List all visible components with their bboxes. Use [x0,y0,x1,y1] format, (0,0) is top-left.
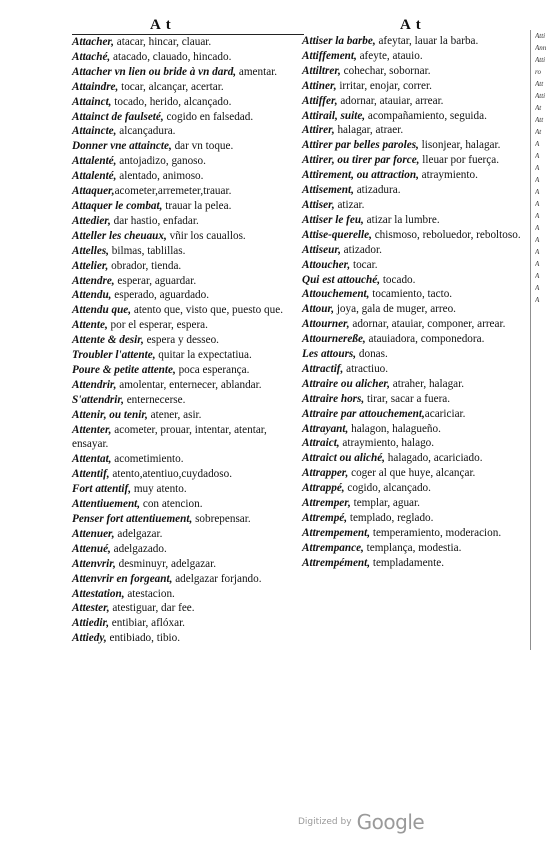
entry-definition: adelgazar. [114,527,163,540]
entry-definition: adelgazar forjando. [172,572,262,585]
right-column [302,34,522,571]
dictionary-entry [72,95,304,110]
dictionary-entry [72,318,304,333]
dictionary-entry [302,541,522,556]
entry-definition: acometer, prouar, intentar, atentar, ensayar. [72,423,267,451]
dictionary-entry [302,198,522,213]
dictionary-entry [302,183,522,198]
entry-headword: Attestation, [72,587,125,600]
entry-definition: dar vn toque. [171,140,234,153]
entry-headword: Troubler l'attente, [72,349,156,362]
entry-definition: desminuyr, adelgazar. [115,557,217,570]
entry-headword: Attiseur, [302,243,341,256]
entry-headword: Attourner, [302,318,350,331]
dictionary-entry [72,616,304,631]
entry-definition: esperado, aguardado. [111,289,210,302]
margin-note: Atti [535,32,546,40]
dictionary-entry [72,393,304,408]
left-column [72,34,304,646]
dictionary-entry [72,631,304,646]
entry-headword: Attendu que, [72,304,132,317]
entry-headword: Attiedy, [72,632,107,645]
entry-headword: Atteller les cheuaux, [72,229,167,242]
entry-definition: atestiguar, dar fee. [109,602,195,615]
entry-definition: halagado, acariciado. [384,452,483,465]
margin-note: A [535,248,540,256]
entry-definition: esperar, aguardar. [114,274,197,287]
entry-definition: tocar, alcançar, acertar. [118,80,224,93]
margin-note: Ann [535,44,547,52]
entry-headword: Attraire hors, [302,392,365,405]
dictionary-entry [302,228,522,243]
entry-definition: tocado, herido, alcançado. [111,95,232,108]
dictionary-entry [72,154,304,169]
entry-headword: Attirement, ou attraction, [302,169,419,182]
margin-note: A [535,140,540,148]
entry-definition: obrador, tienda. [108,259,182,272]
entry-definition: lisonjear, halagar. [418,139,501,152]
margin-note: Att [535,80,544,88]
entry-definition: atener, asir. [147,408,202,421]
dictionary-entry [72,259,304,274]
entry-definition: atizadura. [353,184,401,197]
entry-definition: atacado, clauado, hincado. [110,50,232,63]
dictionary-entry [302,64,522,79]
dictionary-entry [302,317,522,332]
entry-headword: Attendu, [72,289,112,302]
entry-definition: adornar, atauiar, arrear. [337,94,444,107]
dictionary-entry [72,527,304,542]
entry-headword: Attrempance, [302,541,364,554]
margin-note: A [535,272,540,280]
dictionary-entry [72,497,304,512]
dictionary-entry [302,526,522,541]
entry-headword: Attendrir, [72,378,117,391]
dictionary-entry [302,168,522,183]
margin-note: ro [535,68,541,76]
entry-headword: Attrayant, [302,422,349,435]
entry-headword: Attiner, [302,79,337,92]
margin-note: Att [535,116,544,124]
entry-definition: acariciar. [424,407,466,420]
entry-headword: Les attours, [302,348,357,361]
right-running-header: A t [400,17,422,33]
dictionary-entry [72,303,304,318]
entry-headword: Attelier, [72,259,109,272]
entry-headword: Attournereße, [302,333,366,346]
entry-headword: Attraire par attouchement, [302,407,425,420]
dictionary-entry [72,274,304,289]
entry-headword: Attrempément, [302,556,371,569]
dictionary-entry [72,408,304,423]
entry-headword: Attiser la barbe, [302,35,376,47]
entry-headword: Attentif, [72,468,110,481]
entry-headword: Attaquer le combat, [72,199,163,212]
entry-definition: cohechar, sobornar. [340,64,431,77]
entry-definition: cogido, alcançado. [344,482,431,495]
entry-headword: Attacher vn lien ou bride à vn dard, [72,65,237,78]
entry-definition: dar hastio, enfadar. [110,214,199,227]
entry-headword: Attainct de faulseté, [72,110,164,123]
dictionary-entry [72,378,304,393]
entry-definition: amolentar, enternecer, ablandar. [116,378,262,391]
entry-headword: Attenir, ou tenir, [72,408,148,421]
margin-notes [535,30,551,670]
dictionary-entry [72,423,304,453]
entry-headword: Attenter, [72,423,112,436]
dictionary-entry [302,451,522,466]
entry-definition: tocar. [350,258,378,271]
dictionary-entry [72,587,304,602]
dictionary-entry [302,407,522,422]
dictionary-entry [72,601,304,616]
entry-definition: halagon, halagueño. [348,422,441,435]
entry-definition: atento,atentiuo,cuydadoso. [109,468,233,481]
dictionary-entry [72,214,304,229]
entry-definition: templança, modestia. [363,541,462,554]
dictionary-entry [72,452,304,467]
entry-definition: acompañamiento, seguida. [365,109,487,122]
margin-note: Atti [535,92,546,100]
entry-definition: bilmas, tablillas. [108,244,186,257]
entry-headword: Attendre, [72,274,115,287]
entry-definition: atractiuo. [343,362,389,375]
dictionary-entry [302,481,522,496]
dictionary-entry [302,153,522,168]
entry-definition: atraymiento. [418,169,478,182]
entry-definition: temperamiento, moderacion. [370,526,502,539]
dictionary-entry [72,512,304,527]
margin-note: Atti [535,56,546,64]
dictionary-entry [302,34,522,49]
margin-note: A [535,212,540,220]
dictionary-entry [72,348,304,363]
dictionary-entry [302,377,522,392]
margin-note: A [535,188,540,196]
dictionary-entry [302,287,522,302]
entry-headword: Attisement, [302,184,354,197]
entry-headword: Attester, [72,602,110,615]
entry-headword: Attraict, [302,437,340,450]
entry-definition: por el esperar, espera. [107,319,208,332]
entry-definition: cogido en falsedad. [163,110,254,123]
entry-headword: Attaché, [72,50,111,63]
entry-definition: coger al que huye, alcançar. [348,467,476,480]
margin-note: At [535,104,542,112]
entry-headword: Attentat, [72,453,112,466]
entry-headword: Attaincte, [72,125,117,138]
entry-definition: alentado, animoso. [116,170,204,183]
entry-headword: Attirer, ou tirer par force, [302,154,420,167]
entry-headword: Attirail, suite, [302,109,366,122]
digitized-watermark [298,810,424,834]
entry-headword: Attouchement, [302,288,370,301]
entry-headword: Attedier, [72,214,111,227]
entry-headword: Attaindre, [72,80,119,93]
entry-headword: Qui est attouché, [302,273,381,286]
entry-definition: entibiado, tibio. [106,632,181,645]
entry-definition: adornar, atauiar, componer, arrear. [349,318,506,331]
entry-headword: Attiedir, [72,617,109,630]
entry-definition: tocado. [380,273,416,286]
entry-headword: Attenvrir en forgeant, [72,572,173,585]
entry-definition: atizar. [334,198,365,211]
entry-definition: sobrepensar. [192,513,251,525]
entry-definition: acometer,arremeter,trauar. [114,185,232,198]
dictionary-entry [302,243,522,258]
dictionary-entry [72,80,304,95]
margin-note: At [535,128,542,136]
entry-definition: trauar la pelea. [162,199,232,212]
dictionary-entry [72,229,304,244]
dictionary-entry [72,333,304,348]
entry-definition: espera y desseo. [143,334,219,347]
entry-definition: atraymiento, halago. [339,437,435,450]
entry-definition: tirar, sacar a fuera. [364,392,451,405]
margin-rule [530,30,531,650]
entry-definition: antojadizo, ganoso. [116,155,206,168]
entry-headword: S'attendrir, [72,393,124,406]
entry-definition: halagar, atraer. [334,124,404,137]
entry-headword: Attiser, [302,198,335,211]
margin-note: A [535,200,540,208]
margin-note: A [535,152,540,160]
entry-definition: tocamiento, tacto. [369,288,453,301]
entry-definition: adelgazado. [110,542,167,555]
dictionary-entry [72,35,304,50]
dictionary-entry [72,542,304,557]
entry-headword: Attelles, [72,244,109,257]
dictionary-entry [72,572,304,587]
entry-headword: Attiltrer, [302,64,341,77]
dictionary-entry [72,65,304,80]
entry-headword: Attirer par belles paroles, [302,139,419,152]
margin-note: A [535,296,540,304]
dictionary-entry [72,169,304,184]
dictionary-entry [72,124,304,139]
dictionary-entry [302,556,522,571]
entry-definition: enternecerse. [123,393,186,406]
dictionary-entry [302,496,522,511]
entry-headword: Attalenté, [72,155,117,168]
google-logo-text: Google [356,810,425,834]
dictionary-entry [72,244,304,259]
dictionary-entry [302,392,522,407]
entry-headword: Attraire ou alicher, [302,377,390,390]
dictionary-entry [302,511,522,526]
entry-definition: donas. [356,348,388,361]
entry-definition: joya, gala de muger, arreo. [334,303,456,316]
entry-headword: Attainct, [72,95,112,108]
dictionary-entry [302,436,522,451]
dictionary-entry [72,467,304,482]
dictionary-entry [72,557,304,572]
entry-headword: Attiffement, [302,49,357,62]
dictionary-entry [72,184,304,199]
dictionary-entry [72,199,304,214]
entry-headword: Attente, [72,319,108,332]
margin-note: A [535,164,540,172]
entry-definition: templadamente. [370,556,444,569]
entry-headword: Attremper, [302,497,351,510]
dictionary-entry [302,123,522,138]
entry-headword: Fort attentif, [72,483,132,496]
entry-headword: Attrappé, [302,482,345,495]
entry-headword: Attalenté, [72,170,117,183]
dictionary-entry [72,110,304,125]
dictionary-entry [302,79,522,94]
entry-headword: Attenué, [72,542,111,555]
entry-headword: Attrempé, [302,512,348,524]
dictionary-entry [72,482,304,497]
entry-definition: atizador. [340,243,382,256]
entry-definition: entibiar, aflóxar. [109,617,185,630]
entry-definition: lleuar por fuerça. [419,154,499,167]
dictionary-entry [302,273,522,288]
margin-note: A [535,284,540,292]
dictionary-entry [302,258,522,273]
entry-headword: Attentiuement, [72,498,141,511]
dictionary-entry [302,332,522,347]
margin-note: A [535,236,540,244]
entry-definition: vñir los cauallos. [166,229,246,242]
entry-definition: poca esperança. [175,363,250,376]
entry-definition: afeytar, lauar la barba. [375,35,479,47]
dictionary-entry [302,213,522,228]
entry-definition: atento que, visto que, puesto que. [131,304,283,317]
entry-headword: Attenuer, [72,527,115,540]
entry-headword: Attraict ou aliché, [302,452,385,465]
entry-headword: Attise-querelle, [302,228,372,241]
dictionary-entry [302,362,522,377]
entry-definition: atestacion. [124,587,175,600]
dictionary-entry [72,288,304,303]
dictionary-entry [302,49,522,64]
dictionary-entry [302,466,522,481]
entry-definition: atauiadora, componedora. [365,333,485,346]
dictionary-entry [302,94,522,109]
entry-headword: Attirer, [302,124,335,137]
entry-definition: muy atento. [131,483,187,496]
left-running-header: A t [150,17,172,33]
margin-note: A [535,176,540,184]
dictionary-entry [302,109,522,124]
entry-definition: chismoso, reboluedor, reboltoso. [371,228,521,241]
entry-definition: amentar. [236,65,278,78]
entry-definition: templar, aguar. [350,497,420,510]
entry-headword: Attenvrir, [72,557,116,570]
dictionary-entry [72,50,304,65]
digitized-by-text: Digitized by [298,817,352,827]
entry-headword: Attaquer, [72,185,115,198]
dictionary-entry [72,363,304,378]
entry-headword: Attoucher, [302,258,351,271]
entry-headword: Attrempement, [302,526,371,539]
entry-definition: afeyte, atauio. [356,49,423,62]
entry-definition: atraher, halagar. [389,377,465,390]
entry-definition: irritar, enojar, correr. [336,79,432,92]
margin-note: A [535,224,540,232]
dictionary-entry [302,138,522,153]
entry-definition: acometimiento. [111,453,184,466]
margin-note: A [535,260,540,268]
entry-headword: Attacher, [72,36,114,48]
entry-headword: Attractif, [302,362,344,375]
entry-definition: atacar, hincar, clauar. [113,36,212,48]
dictionary-entry [302,302,522,317]
entry-headword: Attiser le feu, [302,213,364,226]
entry-headword: Attrapper, [302,467,349,480]
entry-definition: templado, reglado. [347,512,434,524]
entry-definition: atizar la lumbre. [363,213,440,226]
entry-headword: Penser fort attentiuement, [72,513,193,525]
entry-headword: Attente & desir, [72,334,144,347]
dictionary-entry [302,347,522,362]
entry-definition: alcançadura. [116,125,176,138]
entry-headword: Poure & petite attente, [72,363,176,376]
entry-definition: quitar la expectatiua. [155,349,252,362]
dictionary-entry [72,139,304,154]
entry-headword: Attiffer, [302,94,338,107]
dictionary-entry [302,422,522,437]
entry-headword: Attour, [302,303,335,316]
entry-definition: con atencion. [140,498,203,511]
entry-headword: Donner vne attaincte, [72,140,172,153]
